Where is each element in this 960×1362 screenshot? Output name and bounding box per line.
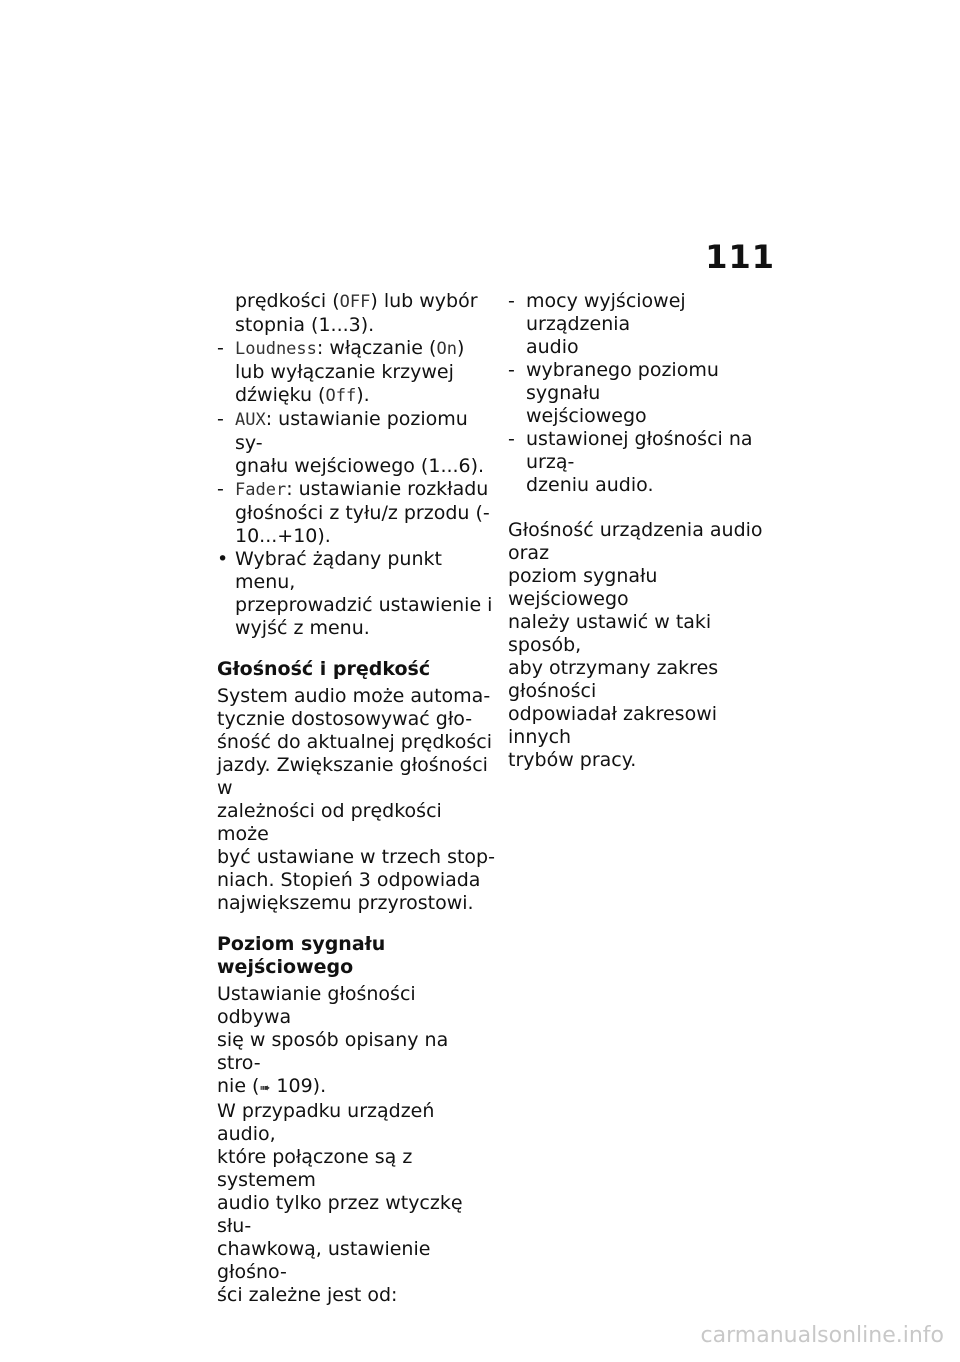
- code-on: On: [436, 339, 457, 359]
- code-off-lower: Off: [325, 386, 357, 406]
- list-item-bullet: • Wybrać żądany punkt menu, przeprowadzić ustawienie i wyjść z menu.: [217, 548, 493, 639]
- code-fader: Fader: [235, 480, 287, 500]
- dash-marker: -: [217, 478, 224, 500]
- spacer: [508, 497, 783, 519]
- paragraph-volume-speed: System audio może automa- tycznie dostosowywać gło- śność do aktualnej prędkości jazdy. Zwiększanie głośności w zależności od prędkości może być ustawiane w trzech stop- niach. Stopień 3 odpowiada największemu przyrostowi.: [217, 685, 495, 914]
- section-heading-volume-speed: Głośność i prędkość: [217, 658, 431, 680]
- list-item-device-volume: - ustawionej głośności na urzą- dzeniu audio.: [508, 428, 753, 496]
- dash-marker: -: [508, 290, 515, 312]
- dash-marker: -: [217, 408, 224, 430]
- paragraph-volume-advice: Głośność urządzenia audio oraz poziom sygnału wejściowego należy ustawić w taki sposób, aby otrzymany zakres głośności odpowiadał zakresowi innych trybów pracy.: [508, 519, 763, 771]
- page-number: 111: [705, 238, 775, 276]
- bullet-marker: •: [217, 548, 229, 570]
- right-column: [508, 290, 783, 772]
- dash-marker: -: [508, 428, 515, 450]
- dash-marker: -: [217, 337, 224, 359]
- watermark: carmanualsonline.info: [700, 1323, 944, 1348]
- paragraph-audio-devices: W przypadku urządzeń audio, które połączone są z systemem audio tylko przez wtyczkę słu- chawkową, ustawienie głośno- ści zależne jest od:: [217, 1100, 463, 1306]
- text-line: stopnia (1...3).: [235, 314, 375, 336]
- continued-item: [217, 290, 495, 337]
- list-item-aux: - AUX: ustawianie poziomu sy- gnału wejściowego (1...6).: [217, 408, 485, 477]
- list-item-output-power: - mocy wyjściowej urządzenia audio: [508, 290, 686, 358]
- code-loudness: Loudness: [235, 339, 317, 359]
- left-column: [217, 290, 495, 1307]
- dash-marker: -: [508, 359, 515, 381]
- list-item-fader: - Fader: ustawianie rozkładu głośności z tyłu/z przodu (- 10...+10).: [217, 478, 490, 547]
- code-off: OFF: [339, 292, 371, 312]
- list-item-loudness: - Loudness: włączanie (On) lub wyłączanie krzywej dźwięku (Off).: [217, 337, 465, 406]
- arrow-reference-icon: ➠: [259, 1081, 271, 1096]
- section-heading-input-level: Poziom sygnału wejściowego: [217, 933, 386, 978]
- paragraph-input-level: Ustawianie głośności odbywa się w sposób opisany na stro- nie (➠ 109).: [217, 983, 449, 1097]
- text-line: prędkości (OFF) lub wybór: [235, 290, 478, 312]
- list-item-input-level: - wybranego poziomu sygnału wejściowego: [508, 359, 719, 427]
- code-aux: AUX: [235, 410, 266, 430]
